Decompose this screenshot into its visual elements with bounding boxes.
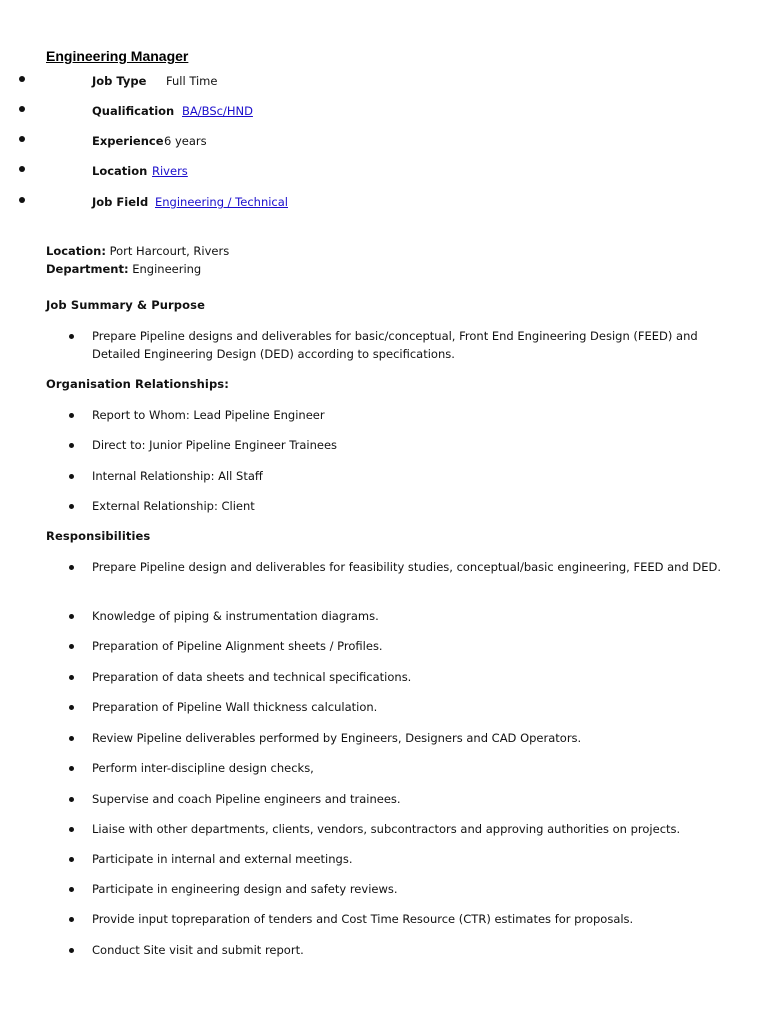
department-label: Department:	[46, 262, 129, 276]
list-item-text: Supervise and coach Pipeline engineers and trainees.	[92, 792, 401, 806]
bullet-icon	[69, 413, 74, 418]
list-item	[92, 436, 722, 454]
list-item-text: Preparation of Pipeline Alignment sheets / Profiles.	[92, 639, 383, 653]
list-item	[92, 941, 722, 959]
list-item-text: Prepare Pipeline designs and deliverables for basic/conceptual, Front End Engineering Design (FEED) and Detailed Engineering Design (DED) according to specifications.	[92, 329, 698, 361]
meta-row-job-type	[0, 74, 700, 94]
location-line	[46, 242, 229, 260]
list-item-text: Conduct Site visit and submit report.	[92, 943, 304, 957]
list-item-text: Participate in engineering design and safety reviews.	[92, 882, 398, 896]
bullet-icon	[69, 857, 74, 862]
bullet-icon	[19, 197, 25, 203]
bullet-icon	[19, 76, 25, 82]
list-item	[92, 467, 722, 485]
list-item-text: Provide input topreparation of tenders and Cost Time Resource (CTR) estimates for proposals.	[92, 912, 634, 926]
list-item-text: Direct to: Junior Pipeline Engineer Trainees	[92, 438, 338, 452]
meta-value: Full Time	[166, 74, 218, 88]
meta-label: Experience	[92, 134, 164, 148]
list-item-text: Preparation of data sheets and technical specifications.	[92, 670, 412, 684]
qualification-link[interactable]: BA/BSc/HND	[182, 104, 253, 118]
department-line	[46, 260, 201, 278]
meta-row-location	[0, 164, 700, 184]
meta-row-qualification	[0, 104, 700, 124]
bullet-icon	[69, 827, 74, 832]
list-item	[92, 637, 722, 655]
summary-heading: Job Summary & Purpose	[46, 298, 205, 312]
bullet-icon	[69, 565, 74, 570]
list-item	[92, 698, 722, 716]
bullet-icon	[69, 644, 74, 649]
bullet-icon	[19, 106, 25, 112]
bullet-icon	[19, 136, 25, 142]
list-item	[92, 850, 722, 868]
list-item-text: Knowledge of piping & instrumentation diagrams.	[92, 609, 379, 623]
meta-label: Qualification	[92, 104, 175, 118]
meta-row-experience	[0, 134, 700, 154]
relationships-heading: Organisation Relationships:	[46, 377, 229, 391]
list-item-text: Report to Whom: Lead Pipeline Engineer	[92, 408, 325, 422]
bullet-icon	[69, 766, 74, 771]
list-item	[92, 880, 722, 898]
bullet-icon	[69, 887, 74, 892]
bullet-icon	[69, 614, 74, 619]
meta-row-job-field	[0, 195, 700, 215]
list-item	[92, 910, 722, 928]
bullet-icon	[69, 334, 74, 339]
list-item	[92, 790, 722, 808]
list-item-text: Liaise with other departments, clients, vendors, subcontractors and approving authorities on projects.	[92, 822, 681, 836]
bullet-icon	[69, 917, 74, 922]
list-item	[92, 497, 722, 515]
meta-label: Location	[92, 164, 148, 178]
location-label: Location:	[46, 244, 106, 258]
bullet-icon	[69, 504, 74, 509]
list-item	[92, 668, 722, 686]
list-item	[92, 820, 722, 838]
location-value: Port Harcourt, Rivers	[109, 244, 230, 258]
list-item	[92, 759, 722, 777]
list-item-text: Perform inter-discipline design checks,	[92, 761, 314, 775]
list-item	[92, 607, 722, 625]
bullet-icon	[69, 797, 74, 802]
list-item	[92, 406, 722, 424]
meta-label: Job Field	[92, 195, 149, 209]
bullet-icon	[69, 474, 74, 479]
bullet-icon	[69, 675, 74, 680]
list-item-text: External Relationship: Client	[92, 499, 255, 513]
job-field-link[interactable]: Engineering / Technical	[155, 195, 288, 209]
meta-label: Job Type	[92, 74, 147, 88]
list-item-text: Internal Relationship: All Staff	[92, 469, 263, 483]
list-item	[92, 558, 722, 576]
bullet-icon	[69, 705, 74, 710]
bullet-icon	[69, 443, 74, 448]
list-item	[92, 327, 722, 363]
list-item-text: Preparation of Pipeline Wall thickness calculation.	[92, 700, 378, 714]
list-item-text: Participate in internal and external meetings.	[92, 852, 353, 866]
list-item-text: Prepare Pipeline design and deliverables for feasibility studies, conceptual/basic engineering, FEED and DED.	[92, 560, 722, 574]
job-title: Engineering Manager	[46, 48, 189, 64]
meta-value: 6 years	[164, 134, 207, 148]
list-item-text: Review Pipeline deliverables performed by Engineers, Designers and CAD Operators.	[92, 731, 582, 745]
bullet-icon	[19, 166, 25, 172]
list-item	[92, 729, 722, 747]
location-link[interactable]: Rivers	[152, 164, 188, 178]
bullet-icon	[69, 736, 74, 741]
department-value: Engineering	[132, 262, 202, 276]
bullet-icon	[69, 948, 74, 953]
responsibilities-heading: Responsibilities	[46, 529, 151, 543]
